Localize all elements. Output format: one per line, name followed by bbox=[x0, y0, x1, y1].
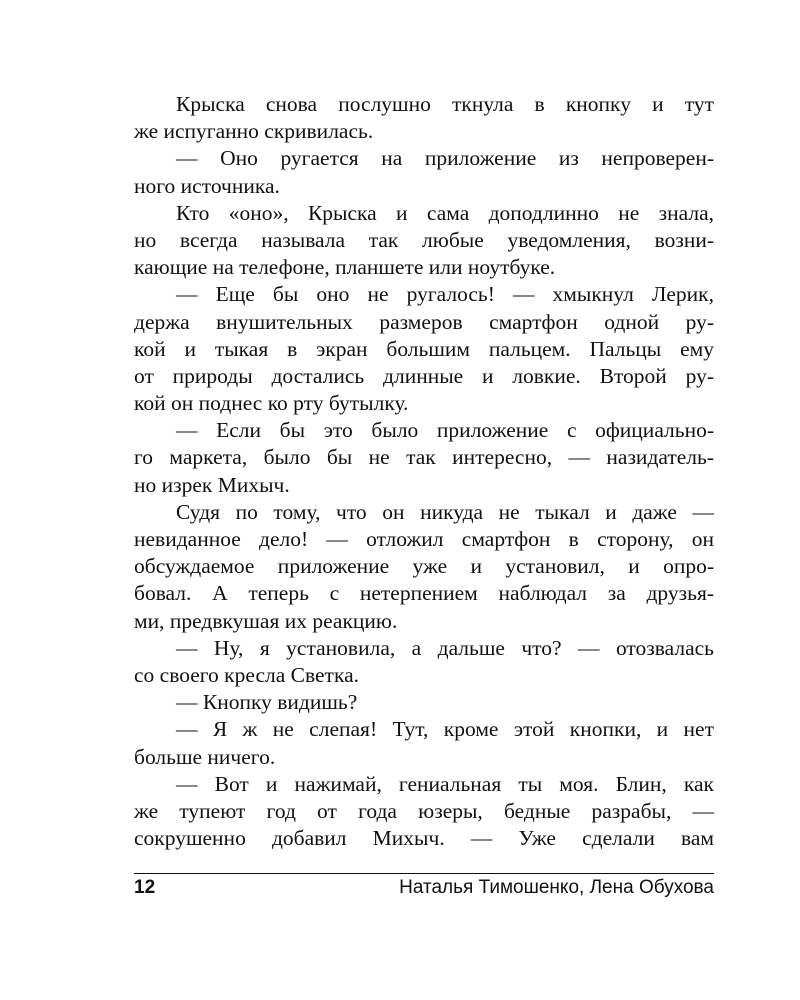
text-line: кающие на телефоне, планшете или ноутбуке. bbox=[134, 255, 556, 280]
text-line: ми, предвкушая их реакцию. bbox=[134, 608, 398, 633]
text-line: но изрек Михыч. bbox=[134, 472, 290, 497]
body-text bbox=[134, 91, 714, 852]
text-line: Кто «оно», Крыска и сама доподлинно не знала, bbox=[176, 200, 714, 225]
text-line: держа внушительных размеров смартфон одной ру- bbox=[134, 309, 714, 334]
text-line: от природы достались длинные и ловкие. Второй ру- bbox=[134, 363, 714, 388]
text-line: сокрушенно добавил Михыч. — Уже сделали вам bbox=[134, 826, 714, 851]
text-line: же испуганно скривилась. bbox=[134, 119, 374, 144]
text-line: — Я ж не слепая! Тут, кроме этой кнопки, и нет bbox=[176, 717, 714, 742]
text-line: кой он поднес ко рту бутылку. bbox=[134, 391, 409, 416]
text-line: — Оно ругается на приложение из непроверен- bbox=[176, 146, 714, 171]
text-line: обсуждаемое приложение уже и установил, и опро- bbox=[134, 554, 714, 579]
text-line: кой и тыкая в экран большим пальцем. Пальцы ему bbox=[134, 336, 714, 361]
text-line: — Ну, я установила, а дальше что? — отозвалась bbox=[176, 635, 714, 660]
text-line: — Если бы это было приложение с официально- bbox=[176, 418, 714, 443]
text-line: ного источника. bbox=[134, 173, 280, 198]
text-line: же тупеют год от года юзеры, бедные разрабы, — bbox=[134, 798, 714, 823]
running-footer-authors: Наталья Тимошенко, Лена Обухова bbox=[399, 877, 714, 898]
text-line: го маркета, было бы не так интересно, — назидатель- bbox=[134, 445, 714, 470]
text-line: — Еще бы оно не ругалось! — хмыкнул Лерик, bbox=[176, 282, 714, 307]
text-line: — Вот и нажимай, гениальная ты моя. Блин, как bbox=[176, 771, 714, 796]
text-line: но всегда называла так любые уведомления, возни- bbox=[134, 227, 714, 252]
text-line: — Кнопку видишь? bbox=[176, 690, 358, 715]
text-line: Крыска снова послушно ткнула в кнопку и тут bbox=[176, 92, 714, 116]
page-number: 12 bbox=[134, 877, 156, 898]
text-line: со своего кресла Светка. bbox=[134, 662, 359, 687]
footer-divider bbox=[134, 873, 714, 874]
text-line: больше ничего. bbox=[134, 744, 276, 769]
text-line: невиданное дело! — отложил смартфон в сторону, он bbox=[134, 527, 714, 551]
text-line: Судя по тому, что он никуда не тыкал и даже — bbox=[176, 499, 714, 524]
text-line: бовал. А теперь с нетерпением наблюдал за друзья- bbox=[134, 581, 714, 606]
